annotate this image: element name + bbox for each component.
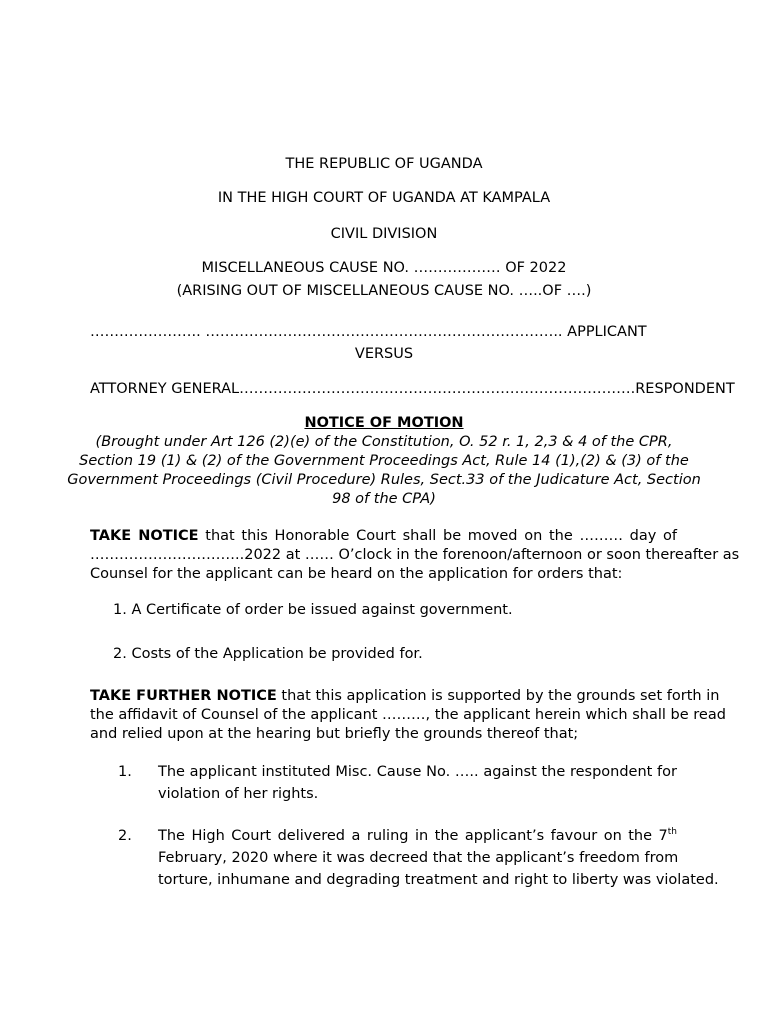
brought-under-line: 98 of the CPA) xyxy=(332,491,436,507)
applicant-line: ………………….. ……………………………………………………………….. APPLICANT xyxy=(90,324,647,340)
ground-text: The applicant instituted Misc. Cause No. ….. against the respondent for xyxy=(158,764,677,780)
ordinal-suffix: th xyxy=(667,827,677,838)
ground-number: 2. xyxy=(118,828,132,844)
take-further-notice-line: and relied upon at the hearing but briefly the grounds thereof that; xyxy=(90,726,579,742)
brought-under-line: Government Proceedings (Civil Procedure) Rules, Sect.33 of the Judicature Act, Section xyxy=(67,472,701,488)
arising-from: (ARISING OUT OF MISCELLANEOUS CAUSE NO. …..OF ….) xyxy=(176,283,592,299)
ground-number: 1. xyxy=(118,764,132,780)
order-item: 2. Costs of the Application be provided for. xyxy=(113,646,423,662)
respondent-line: ATTORNEY GENERAL……………………………………………………………………….RESPONDENT xyxy=(90,381,735,397)
division-heading: CIVIL DIVISION xyxy=(330,226,438,242)
take-further-notice-text: that this application is supported by the grounds set forth in xyxy=(276,688,720,704)
order-item: 1. A Certificate of order be issued against government. xyxy=(113,602,513,618)
court-heading: IN THE HIGH COURT OF UGANDA AT KAMPALA xyxy=(217,190,551,206)
ground-text-main: The High Court delivered a ruling in the applicant’s favour on the 7 xyxy=(158,828,668,844)
take-notice-line: Counsel for the applicant can be heard on the application for orders that: xyxy=(90,566,623,582)
ground-text: violation of her rights. xyxy=(158,786,319,802)
take-further-notice-line: the affidavit of Counsel of the applicant ………, the applicant herein which shall be read xyxy=(90,707,726,723)
republic-heading: THE REPUBLIC OF UGANDA xyxy=(285,156,483,172)
take-notice-line: …………………………..2022 at …… O’clock in the forenoon/afternoon or soon thereafter as xyxy=(90,547,740,563)
take-further-notice-lead: TAKE FURTHER NOTICE xyxy=(90,688,277,704)
take-notice-line xyxy=(90,528,677,544)
notice-title: NOTICE OF MOTION xyxy=(304,415,464,431)
take-notice-lead: TAKE NOTICE xyxy=(90,528,199,544)
ground-text: February, 2020 where it was decreed that the applicant’s freedom from xyxy=(158,850,679,866)
ground-text xyxy=(158,828,677,844)
brought-under-line: Section 19 (1) & (2) of the Government Proceedings Act, Rule 14 (1),(2) & (3) of the xyxy=(79,453,689,469)
ground-text: torture, inhumane and degrading treatment and right to liberty was violated. xyxy=(158,872,719,888)
brought-under-line: (Brought under Art 126 (2)(e) of the Constitution, O. 52 r. 1, 2,3 & 4 of the CPR, xyxy=(95,434,673,450)
versus-label: VERSUS xyxy=(354,346,414,362)
take-notice-text: that this Honorable Court shall be moved on the ……… day of xyxy=(198,528,677,544)
cause-number: MISCELLANEOUS CAUSE NO. ……………… OF 2022 xyxy=(201,260,567,276)
take-further-notice-line xyxy=(90,688,720,704)
